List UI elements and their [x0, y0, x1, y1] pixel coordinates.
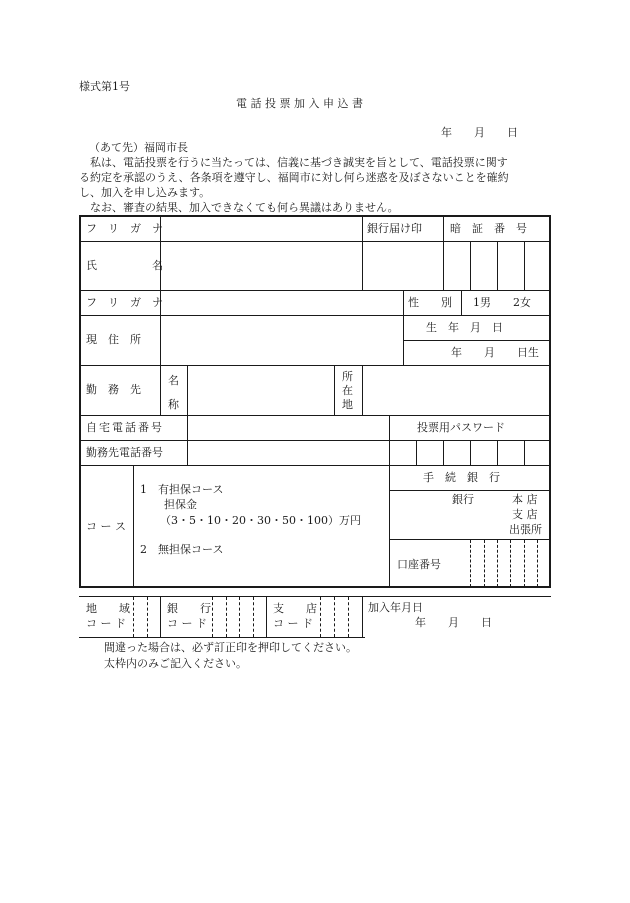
name-label: 氏 名 — [86, 259, 163, 272]
password-label: 投票用パスワード — [417, 421, 505, 434]
gender-label: 性 別 — [408, 296, 452, 309]
workplace-label: 勤 務 先 — [86, 383, 141, 396]
bank-suffix: 銀行 — [452, 493, 474, 506]
intro-line-4: なお、審査の結果、加入できなくても何ら異議はありません。 — [79, 201, 399, 214]
join-date-label: 加入年月日 — [368, 601, 423, 614]
bank-code-label: 銀 行 コ ー ド — [167, 602, 211, 630]
work-phone-field[interactable] — [188, 441, 388, 465]
branch-office[interactable]: 出張所 — [509, 523, 542, 536]
note-thick-frame: 太枠内のみご記入ください。 — [104, 657, 247, 670]
date-line: 年 月 日 — [441, 126, 518, 139]
branch-sub[interactable]: 支 店 — [512, 508, 538, 521]
work-phone-label: 勤務先電話番号 — [86, 446, 163, 459]
intro-line-2: る約定を承認のうえ、各条項を遵守し、福岡市に対し何ら迷惑を及ぼさないことを確約 — [79, 171, 509, 184]
addressee: （あて先）福岡市長 — [89, 141, 188, 154]
account-number-field[interactable] — [470, 540, 549, 586]
furigana-label: フ リ ガ ナ — [86, 222, 163, 235]
address-label: 現 住 所 — [86, 333, 141, 346]
branch-main[interactable]: 本 店 — [512, 493, 538, 506]
pin-field[interactable] — [444, 242, 549, 290]
furigana-name-field[interactable] — [161, 217, 361, 241]
note-correction: 間違った場合は、必ず訂正印を押印してください。 — [104, 641, 357, 654]
collateral-amounts[interactable]: （3・5・10・20・30・50・100）万円 — [160, 514, 361, 527]
course-secured-option[interactable]: 1 有担保コース — [140, 483, 224, 496]
course-label: コ ー ス — [86, 520, 126, 533]
form-number: 様式第1号 — [79, 80, 130, 93]
birth-date-label: 生 年 月 日 — [426, 321, 503, 334]
home-phone-label: 自宅電話番号 — [86, 421, 164, 434]
workplace-location-label: 所 在 地 — [342, 370, 353, 411]
procedure-bank-label: 手 続 銀 行 — [423, 471, 500, 484]
form-title: 電 話 投 票 加 入 申 込 書 — [236, 97, 363, 110]
furigana-label-2: フ リ ガ ナ — [86, 296, 163, 309]
account-number-label: 口座番号 — [397, 558, 441, 571]
address-field[interactable] — [161, 316, 402, 365]
workplace-location-field[interactable] — [363, 366, 549, 415]
collateral-label: 担保金 — [164, 498, 197, 511]
bank-seal-label: 銀行届け印 — [367, 222, 422, 235]
furigana-address-field[interactable] — [161, 291, 402, 315]
intro-line-1: 私は、電話投票を行うに当たっては、信義に基づき誠実を旨として、電話投票に関す — [79, 156, 508, 169]
region-code-label: 地 域 コ ー ド — [86, 602, 130, 630]
bank-seal-field[interactable] — [363, 242, 442, 290]
branch-code-label: 支 店 コ ー ド — [273, 602, 317, 630]
join-date: 年 月 日 — [415, 616, 492, 629]
intro-line-3: し、加入を申し込みます。 — [79, 186, 211, 199]
name-field[interactable] — [161, 242, 361, 290]
gender-options[interactable]: 1男 2女 — [473, 296, 531, 309]
workplace-name-field[interactable] — [188, 366, 333, 415]
birth-date-field[interactable]: 年 月 日生 — [451, 346, 539, 359]
workplace-name-label: 名 称 — [168, 374, 179, 411]
password-field[interactable] — [390, 441, 549, 465]
pin-label: 暗 証 番 号 — [450, 222, 527, 235]
course-unsecured-option[interactable]: 2 無担保コース — [140, 543, 224, 556]
home-phone-field[interactable] — [188, 416, 388, 440]
